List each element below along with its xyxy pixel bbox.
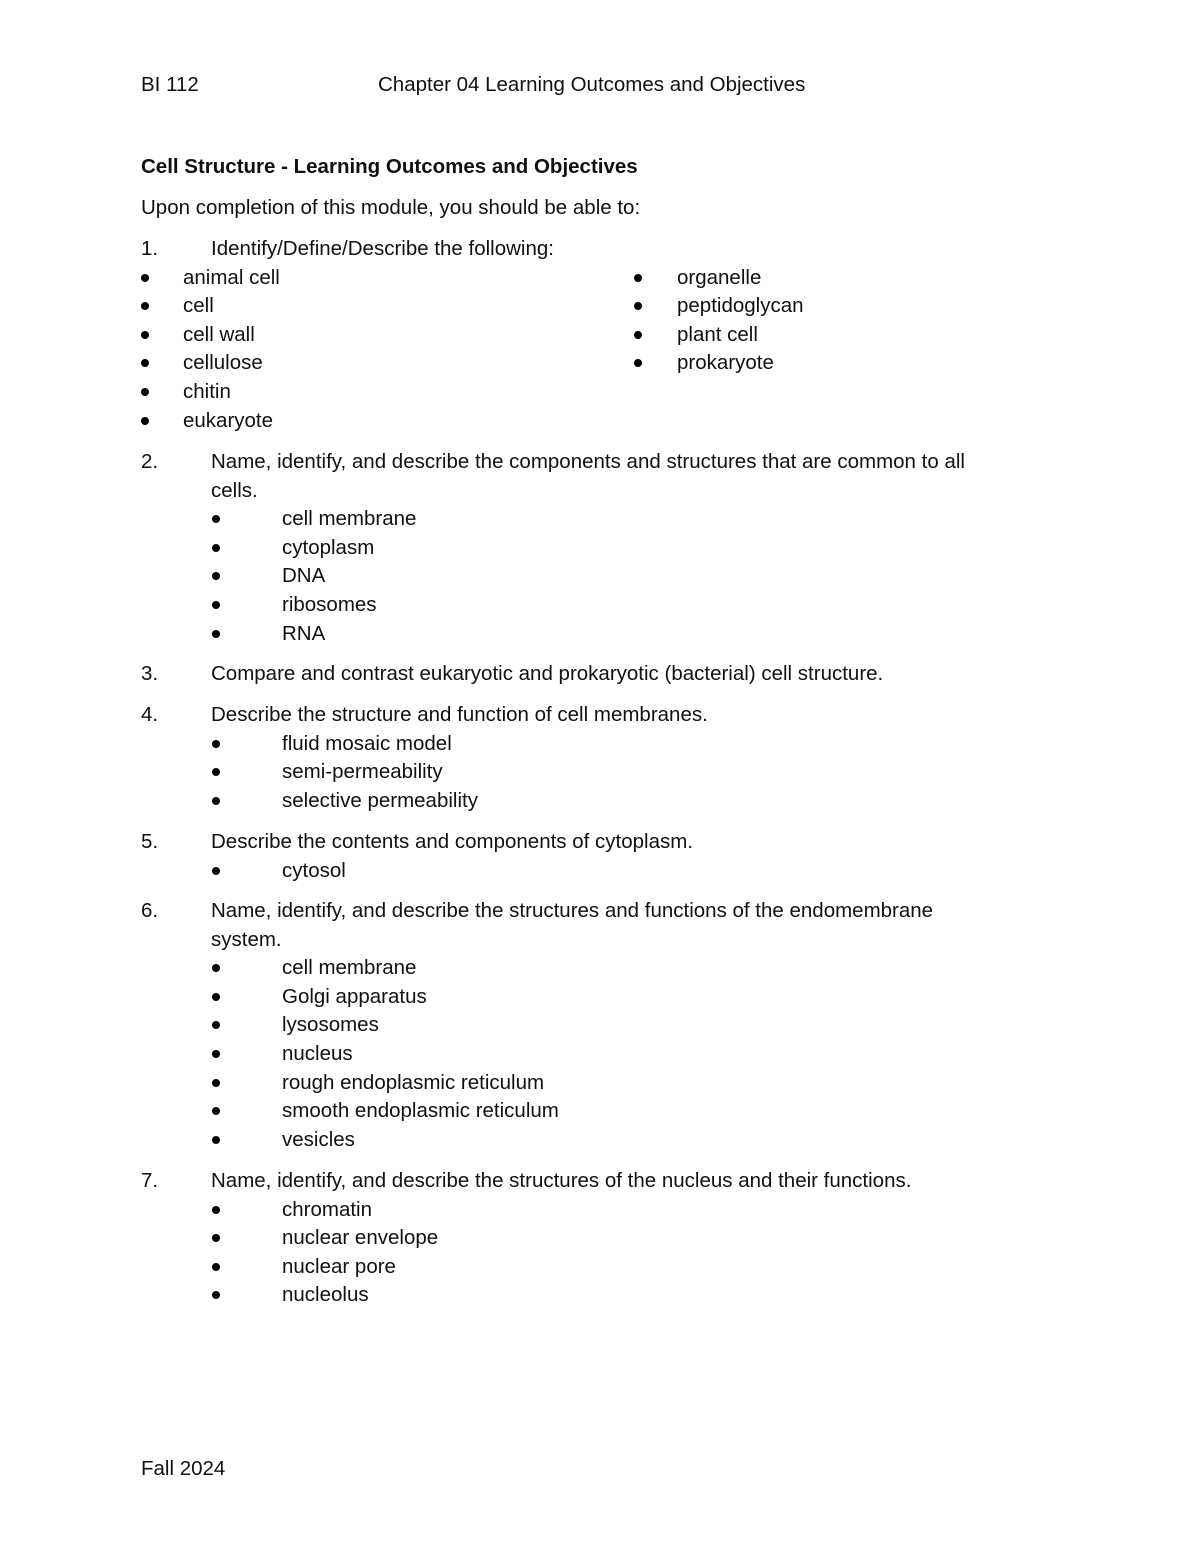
sub-item: nucleolus xyxy=(282,1283,369,1307)
sub-item: nucleus xyxy=(282,1042,353,1065)
bullet-icon xyxy=(212,867,220,875)
outcome-number: 1. xyxy=(141,237,159,260)
bullet-icon xyxy=(634,359,642,367)
bullet-icon xyxy=(634,274,642,282)
outcome-text: Name, identify, and describe the structures of the nucleus and their functions. xyxy=(211,1169,912,1192)
bullet-icon xyxy=(212,1234,220,1242)
sub-item: DNA xyxy=(282,564,326,588)
sub-item: ribosomes xyxy=(282,593,377,616)
sub-item: RNA xyxy=(282,621,326,645)
term-item: organelle xyxy=(677,265,762,289)
sub-item: lysosomes xyxy=(282,1013,379,1037)
term-item: peptidoglycan xyxy=(677,294,804,318)
sub-item: nuclear pore xyxy=(282,1254,396,1278)
sub-item: cell membrane xyxy=(282,507,417,531)
outcome-text: system. xyxy=(211,927,282,951)
sub-item: chromatin xyxy=(282,1197,373,1221)
bullet-icon xyxy=(212,993,220,1001)
bullet-icon xyxy=(634,331,642,339)
bullet-icon xyxy=(212,797,220,805)
outcome-text: Name, identify, and describe the components and structures that are common to all xyxy=(211,450,965,473)
bullet-icon xyxy=(212,768,220,776)
intro-text: Upon completion of this module, you should be able to: xyxy=(141,196,641,219)
bullet-icon xyxy=(634,302,642,310)
sub-item: fluid mosaic model xyxy=(282,731,452,755)
bullet-icon xyxy=(212,630,220,638)
bullet-icon xyxy=(141,359,149,367)
outcome-text: Name, identify, and describe the structures and functions of the endomembrane xyxy=(211,899,934,922)
section-title: Cell Structure - Learning Outcomes and Objectives xyxy=(141,155,638,178)
outcome-number: 4. xyxy=(141,703,159,726)
document-title: Chapter 04 Learning Outcomes and Objectives xyxy=(378,73,806,96)
outcome-number: 2. xyxy=(141,450,159,473)
outcome-text: Describe the structure and function of cell membranes. xyxy=(211,703,708,726)
sub-item: cytoplasm xyxy=(282,535,375,559)
bullet-icon xyxy=(212,601,220,609)
outcome-number: 5. xyxy=(141,830,159,853)
bullet-icon xyxy=(212,1136,220,1144)
bullet-icon xyxy=(212,740,220,748)
term-item: cell xyxy=(183,294,214,318)
bullet-icon xyxy=(141,274,149,282)
term-item: cellulose xyxy=(183,351,263,375)
bullet-icon xyxy=(212,1021,220,1029)
bullet-icon xyxy=(141,331,149,339)
bullet-icon xyxy=(212,1263,220,1271)
bullet-icon xyxy=(212,1291,220,1299)
course-code: BI 112 xyxy=(141,73,199,96)
sub-item: nuclear envelope xyxy=(282,1226,439,1250)
term-item: animal cell xyxy=(183,265,280,289)
bullet-icon xyxy=(141,417,149,425)
bullet-icon xyxy=(212,572,220,580)
sub-item: vesicles xyxy=(282,1127,355,1151)
bullet-icon xyxy=(212,1050,220,1058)
sub-item: smooth endoplasmic reticulum xyxy=(282,1099,559,1123)
outcome-number: 3. xyxy=(141,662,159,685)
bullet-icon xyxy=(212,1079,220,1087)
term-item: cell wall xyxy=(183,322,255,346)
bullet-icon xyxy=(141,388,149,396)
outcome-number: 6. xyxy=(141,899,159,922)
bullet-icon xyxy=(212,964,220,972)
term-item: plant cell xyxy=(677,322,758,346)
sub-item: Golgi apparatus xyxy=(282,984,427,1008)
outcome-number: 7. xyxy=(141,1169,159,1192)
bullet-icon xyxy=(212,1107,220,1115)
footer-term: Fall 2024 xyxy=(141,1457,226,1480)
sub-item: rough endoplasmic reticulum xyxy=(282,1070,545,1094)
outcome-text: Describe the contents and components of cytoplasm. xyxy=(211,830,694,853)
bullet-icon xyxy=(212,1206,220,1214)
bullet-icon xyxy=(141,302,149,310)
sub-item: selective permeability xyxy=(282,788,478,812)
sub-item: cytosol xyxy=(282,858,346,882)
term-item: chitin xyxy=(183,380,231,403)
outcome-text: Compare and contrast eukaryotic and prokaryotic (bacterial) cell structure. xyxy=(211,662,884,685)
term-item: eukaryote xyxy=(183,408,274,432)
bullet-icon xyxy=(212,544,220,552)
outcome-text: cells. xyxy=(211,478,258,502)
term-item: prokaryote xyxy=(677,351,774,375)
outcome-text: Identify/Define/Describe the following: xyxy=(211,237,554,260)
sub-item: semi-permeability xyxy=(282,760,443,784)
bullet-icon xyxy=(212,515,220,523)
sub-item: cell membrane xyxy=(282,956,417,980)
